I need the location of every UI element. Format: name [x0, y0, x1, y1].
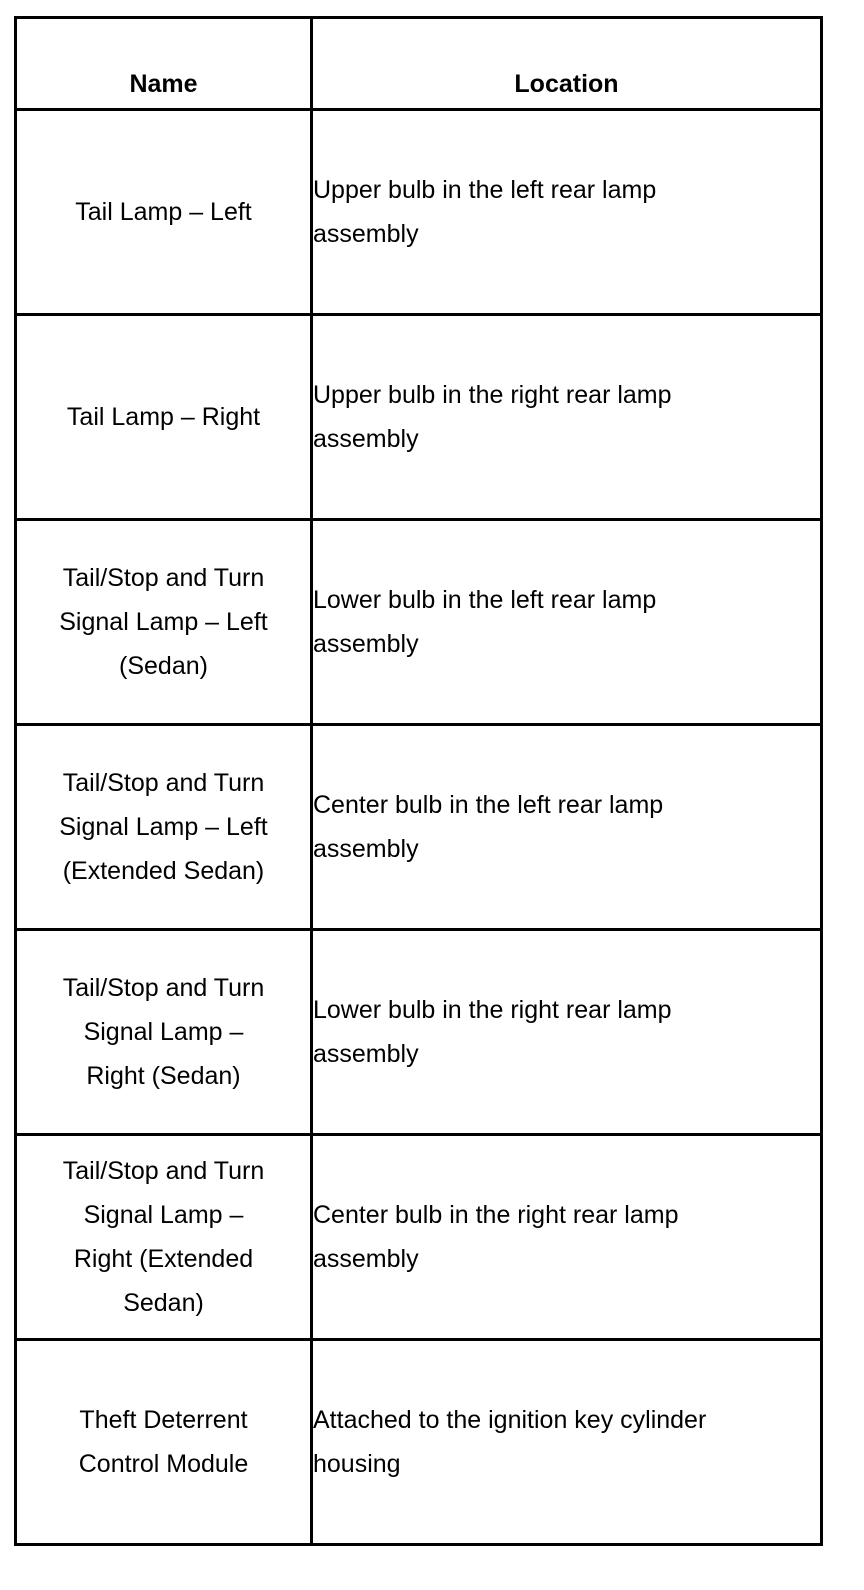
lamp-location-table — [14, 16, 823, 1546]
location-cell: Upper bulb in the left rear lamp assembly — [312, 110, 822, 315]
name-cell: Tail/Stop and Turn Signal Lamp – Left (Sedan) — [16, 520, 312, 725]
location-cell: Lower bulb in the right rear lamp assembly — [312, 930, 822, 1135]
location-cell: Center bulb in the left rear lamp assembly — [312, 725, 822, 930]
table-row — [16, 315, 822, 520]
table-row — [16, 520, 822, 725]
location-cell: Upper bulb in the right rear lamp assembly — [312, 315, 822, 520]
name-cell: Tail Lamp – Left — [16, 110, 312, 315]
table-row — [16, 930, 822, 1135]
header-location: Location — [312, 18, 822, 110]
table-row — [16, 1340, 822, 1545]
name-cell: Tail/Stop and Turn Signal Lamp – Right (Sedan) — [16, 930, 312, 1135]
table-row — [16, 110, 822, 315]
location-cell: Center bulb in the right rear lamp assembly — [312, 1135, 822, 1340]
table-header-row — [16, 18, 822, 110]
header-name: Name — [16, 18, 312, 110]
name-cell: Tail/Stop and Turn Signal Lamp – Right (Extended Sedan) — [16, 1135, 312, 1340]
name-cell: Theft Deterrent Control Module — [16, 1340, 312, 1545]
table-row — [16, 725, 822, 930]
location-cell: Attached to the ignition key cylinder housing — [312, 1340, 822, 1545]
name-cell: Tail/Stop and Turn Signal Lamp – Left (Extended Sedan) — [16, 725, 312, 930]
location-cell: Lower bulb in the left rear lamp assembly — [312, 520, 822, 725]
table-row — [16, 1135, 822, 1340]
name-cell: Tail Lamp – Right — [16, 315, 312, 520]
